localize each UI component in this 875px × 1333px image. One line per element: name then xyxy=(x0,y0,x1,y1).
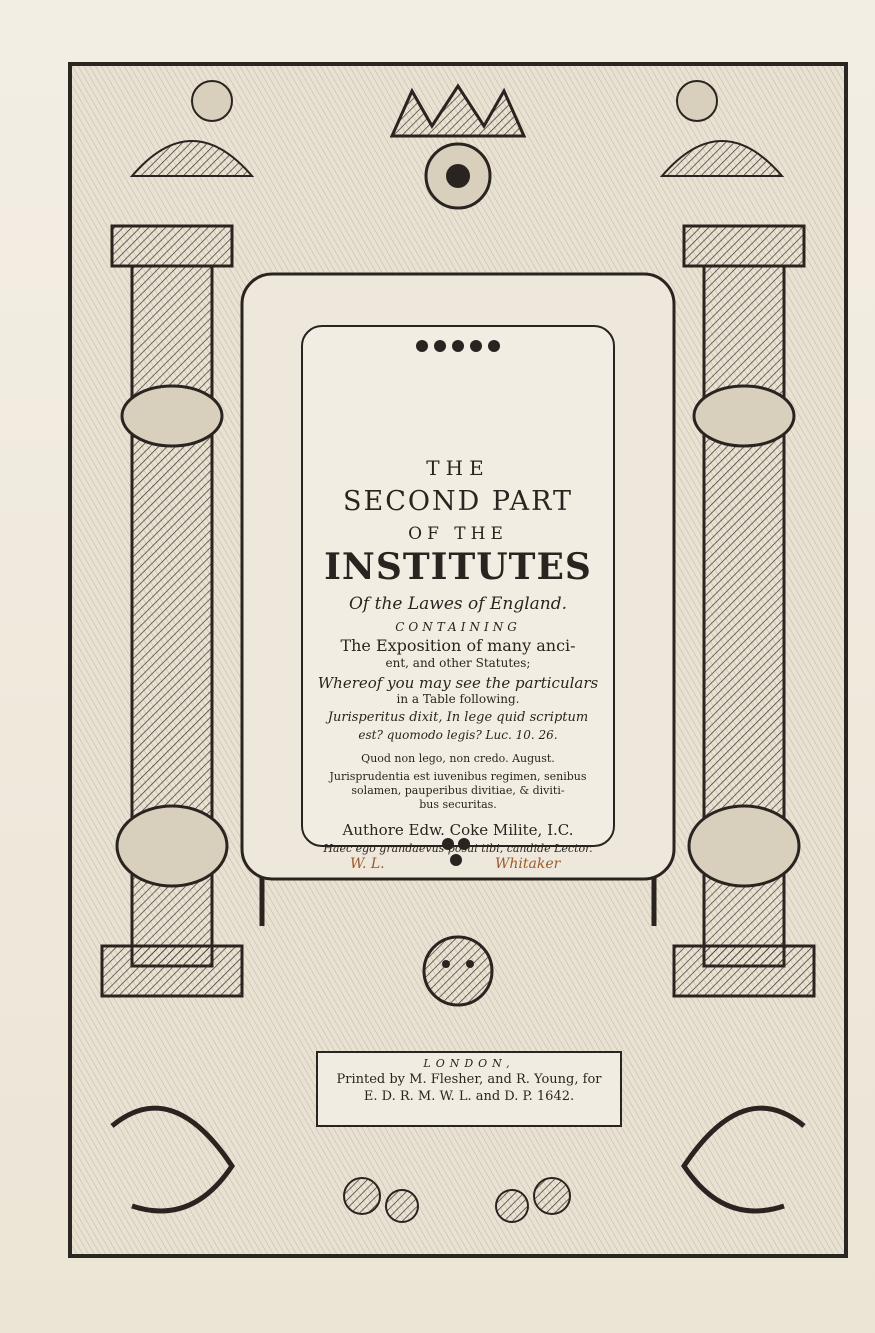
exposition-line-1: The Exposition of many anci- xyxy=(340,636,576,655)
title-of-the: OF THE xyxy=(408,524,508,544)
jurisprudentia-line-2: solamen, pauperibus divitiae, & diviti- xyxy=(351,784,565,797)
imprint-line-2: E. D. R. M. W. L. and D. P. 1642. xyxy=(363,1089,575,1104)
imprint-box xyxy=(316,1051,622,1127)
imprint-line-1: Printed by M. Flesher, and R. Young, for xyxy=(336,1072,602,1087)
juris-quote-line-1: Jurisperitus dixit, In lege quid scriptum xyxy=(327,710,589,725)
jurisprudentia-line-3: bus securitas. xyxy=(419,798,497,811)
title-cartouche xyxy=(310,336,606,911)
juris-quote-line-2: est? quomodo legis? Luc. 10. 26. xyxy=(358,728,558,742)
jurisprudentia-line-1: Jurisprudentia est iuvenibus regimen, senibus xyxy=(329,770,587,783)
whereof-line: Whereof you may see the particulars xyxy=(317,674,599,692)
title-lawes: Of the Lawes of England. xyxy=(348,594,568,614)
title-page-border xyxy=(68,62,848,1258)
signature-right: Whitaker xyxy=(495,856,561,872)
imprint-london: LONDON, xyxy=(423,1057,515,1070)
title-second-part: SECOND PART xyxy=(343,486,573,517)
signature-left: W. L. xyxy=(350,856,385,872)
haec-line: Haec ego grandaevus posui tibi, candide Lector. xyxy=(323,842,593,855)
left-cherub-icon xyxy=(192,81,232,121)
quod-quote: Quod non lego, non credo. August. xyxy=(361,752,555,765)
title-the: THE xyxy=(426,456,490,480)
lion-head-icon xyxy=(424,937,492,1005)
table-line: in a Table following. xyxy=(396,692,520,706)
author-line: Authore Edw. Coke Milite, I.C. xyxy=(342,821,574,839)
title-institutes: INSTITUTES xyxy=(324,546,592,588)
right-cherub-icon xyxy=(677,81,717,121)
containing-label: CONTAINING xyxy=(395,620,521,634)
exposition-line-2: ent, and other Statutes; xyxy=(385,656,531,670)
